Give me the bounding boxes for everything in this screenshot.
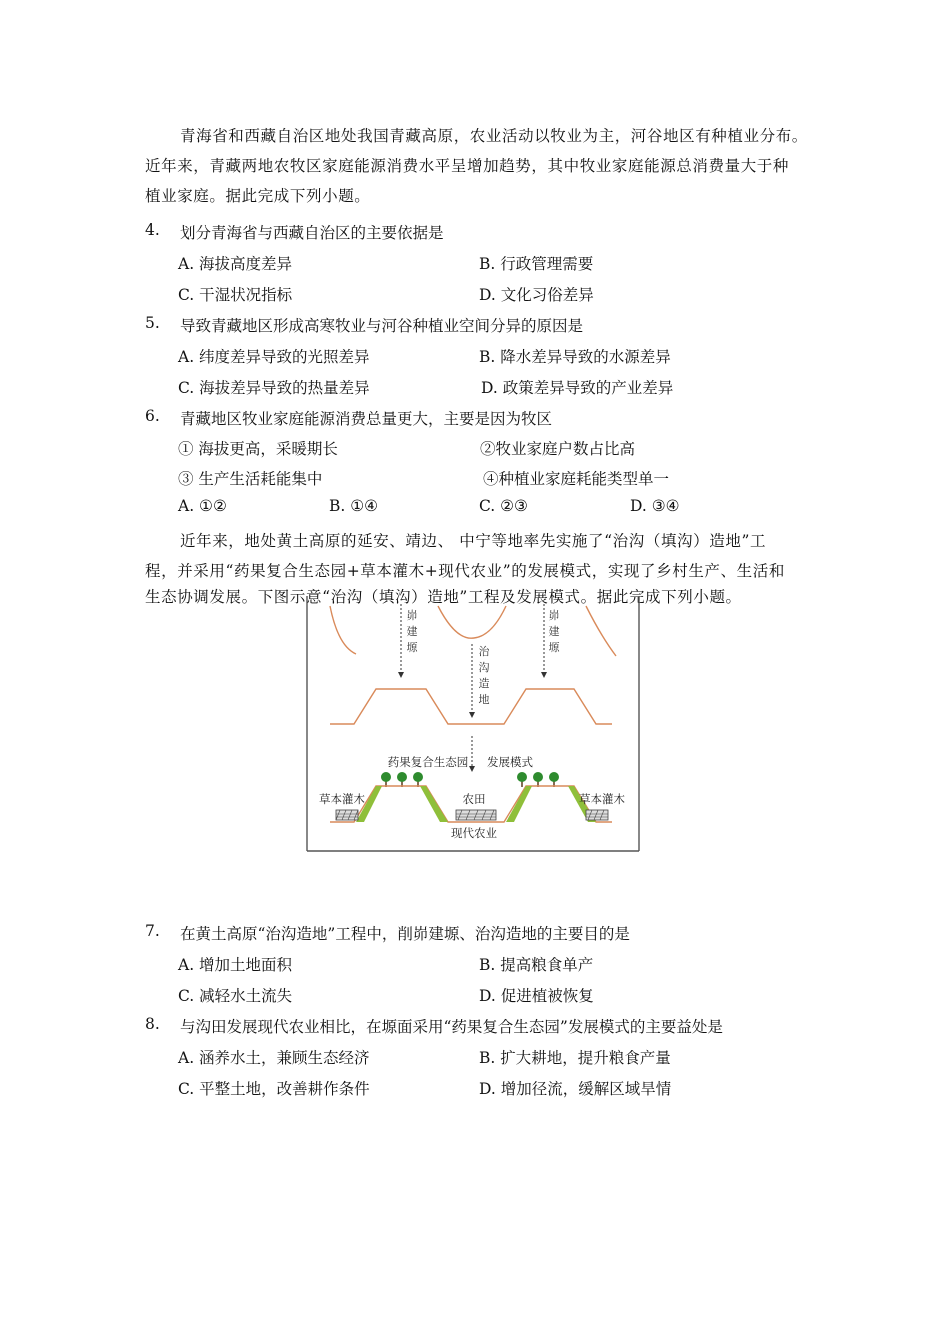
center-arrow-char-1: 治 bbox=[478, 645, 490, 658]
q6-option-d[interactable]: D. ③④ bbox=[630, 497, 680, 515]
original-slope-left bbox=[330, 606, 356, 654]
q6-option-c[interactable]: C. ②③ bbox=[479, 497, 528, 515]
tree-group-left bbox=[381, 772, 423, 787]
field-patch-center bbox=[456, 810, 496, 820]
tree-icon bbox=[549, 772, 559, 782]
q5-option-b[interactable]: B. 降水差异导致的水源差异 bbox=[479, 348, 671, 366]
q6-option-b[interactable]: B. ①④ bbox=[329, 497, 379, 515]
passage1-line1: 青海省和西藏自治区地处我国青藏高原，农业活动以牧业为主，河谷地区有种植业分布。 bbox=[180, 127, 808, 145]
q4-option-c[interactable]: C. 干湿状况指标 bbox=[178, 286, 293, 304]
q4-option-d[interactable]: D. 文化习俗差异 bbox=[479, 286, 594, 304]
q6-stem: 青藏地区牧业家庭能源消费总量更大，主要是因为牧区 bbox=[180, 410, 553, 428]
eco-park-label: 药果复合生态园 bbox=[387, 755, 469, 769]
tree-icon bbox=[517, 772, 527, 782]
q8-stem: 与沟田发展现代农业相比，在塬面采用“药果复合生态园”发展模式的主要益处是 bbox=[180, 1018, 723, 1036]
q5-stem: 导致青藏地区形成高寒牧业与河谷种植业空间分异的原因是 bbox=[180, 317, 584, 335]
q7-option-c[interactable]: C. 减轻水土流失 bbox=[178, 987, 293, 1005]
center-arrow-char-4: 地 bbox=[478, 693, 490, 706]
grass-slope-left-2 bbox=[420, 786, 448, 822]
gully-land-diagram bbox=[306, 596, 640, 852]
tree-icon bbox=[533, 772, 543, 782]
q6-statement-4: ④种植业家庭耗能类型单一 bbox=[483, 470, 670, 488]
q6-statement-2: ②牧业家庭户数占比高 bbox=[480, 440, 636, 458]
q4-number: 4. bbox=[145, 221, 160, 239]
q4-stem: 划分青海省与西藏自治区的主要依据是 bbox=[180, 224, 444, 242]
q7-option-a[interactable]: A. 增加土地面积 bbox=[178, 956, 293, 974]
q8-option-a[interactable]: A. 涵养水土，兼顾生态经济 bbox=[178, 1049, 370, 1067]
q5-option-a[interactable]: A. 纬度差异导致的光照差异 bbox=[178, 348, 370, 366]
left-arrow-char-1: 峁 bbox=[406, 609, 418, 622]
field-patch-left bbox=[336, 810, 358, 820]
right-arrow-char-3: 塬 bbox=[548, 641, 560, 654]
farmland-label: 农田 bbox=[462, 792, 486, 806]
passage2-line2: 程，并采用“药果复合生态园+草本灌木+现代农业”的发展模式，实现了乡村生产、生活和 bbox=[145, 562, 785, 580]
q7-option-d[interactable]: D. 促进植被恢复 bbox=[479, 987, 594, 1005]
tree-icon bbox=[413, 772, 423, 782]
modern-agri-label: 现代农业 bbox=[451, 826, 497, 840]
q8-option-b[interactable]: B. 扩大耕地，提升粮食产量 bbox=[479, 1049, 671, 1067]
center-arrow-char-2: 沟 bbox=[478, 661, 490, 674]
passage2-line3: 生态协调发展。下图示意“治沟（填沟）造地”工程及发展模式。据此完成下列小题。 bbox=[145, 588, 742, 606]
q7-option-b[interactable]: B. 提高粮食单产 bbox=[479, 956, 594, 974]
grass-slope-right-1 bbox=[506, 786, 532, 822]
q6-statement-1: ① 海拔更高，采暖期长 bbox=[178, 440, 338, 458]
q6-statement-3: ③ 生产生活耗能集中 bbox=[178, 470, 323, 488]
q5-number: 5. bbox=[145, 314, 160, 332]
right-arrow-char-2: 建 bbox=[548, 625, 560, 638]
original-slope-right bbox=[586, 606, 616, 656]
q8-number: 8. bbox=[145, 1015, 160, 1033]
q8-option-c[interactable]: C. 平整土地，改善耕作条件 bbox=[178, 1080, 370, 1098]
right-arrow-head bbox=[541, 672, 547, 678]
q4-option-b[interactable]: B. 行政管理需要 bbox=[479, 255, 594, 273]
left-arrow-head bbox=[398, 672, 404, 678]
center-arrow-head bbox=[469, 712, 475, 718]
tree-group-right bbox=[517, 772, 559, 787]
q4-option-a[interactable]: A. 海拔高度差异 bbox=[178, 255, 293, 273]
q6-number: 6. bbox=[145, 407, 160, 425]
tree-icon bbox=[381, 772, 391, 782]
passage1-line3: 植业家庭。据此完成下列小题。 bbox=[145, 187, 371, 205]
q5-option-c[interactable]: C. 海拔差异导致的热量差异 bbox=[178, 379, 370, 397]
passage2-line1: 近年来，地处黄土高原的延安、靖边、 中宁等地率先实施了“治沟（填沟）造地”工 bbox=[180, 532, 767, 550]
engineered-terrain bbox=[330, 689, 612, 724]
left-arrow-char-2: 建 bbox=[406, 625, 418, 638]
shrub-label-right: 草本灌木 bbox=[579, 792, 625, 806]
q7-stem: 在黄土高原“治沟造地”工程中，削峁建塬、治沟造地的主要目的是 bbox=[180, 925, 630, 943]
right-arrow-char-1: 峁 bbox=[548, 609, 560, 622]
shrub-label-left: 草本灌木 bbox=[319, 792, 365, 806]
original-gully bbox=[438, 606, 506, 638]
mode-arrow-head bbox=[469, 766, 475, 772]
q7-number: 7. bbox=[145, 922, 160, 940]
q8-option-d[interactable]: D. 增加径流，缓解区域旱情 bbox=[479, 1080, 672, 1098]
field-patch-right bbox=[586, 810, 608, 820]
left-arrow-char-3: 塬 bbox=[406, 641, 418, 654]
q5-option-d[interactable]: D. 政策差异导致的产业差异 bbox=[481, 379, 674, 397]
passage1-line2: 近年来，青藏两地农牧区家庭能源消费水平呈增加趋势，其中牧业家庭能源总消费量大于种 bbox=[145, 157, 790, 175]
q6-option-a[interactable]: A. ①② bbox=[178, 497, 227, 515]
tree-icon bbox=[397, 772, 407, 782]
dev-mode-label: 发展模式 bbox=[487, 755, 533, 769]
center-arrow-char-3: 造 bbox=[478, 677, 490, 690]
